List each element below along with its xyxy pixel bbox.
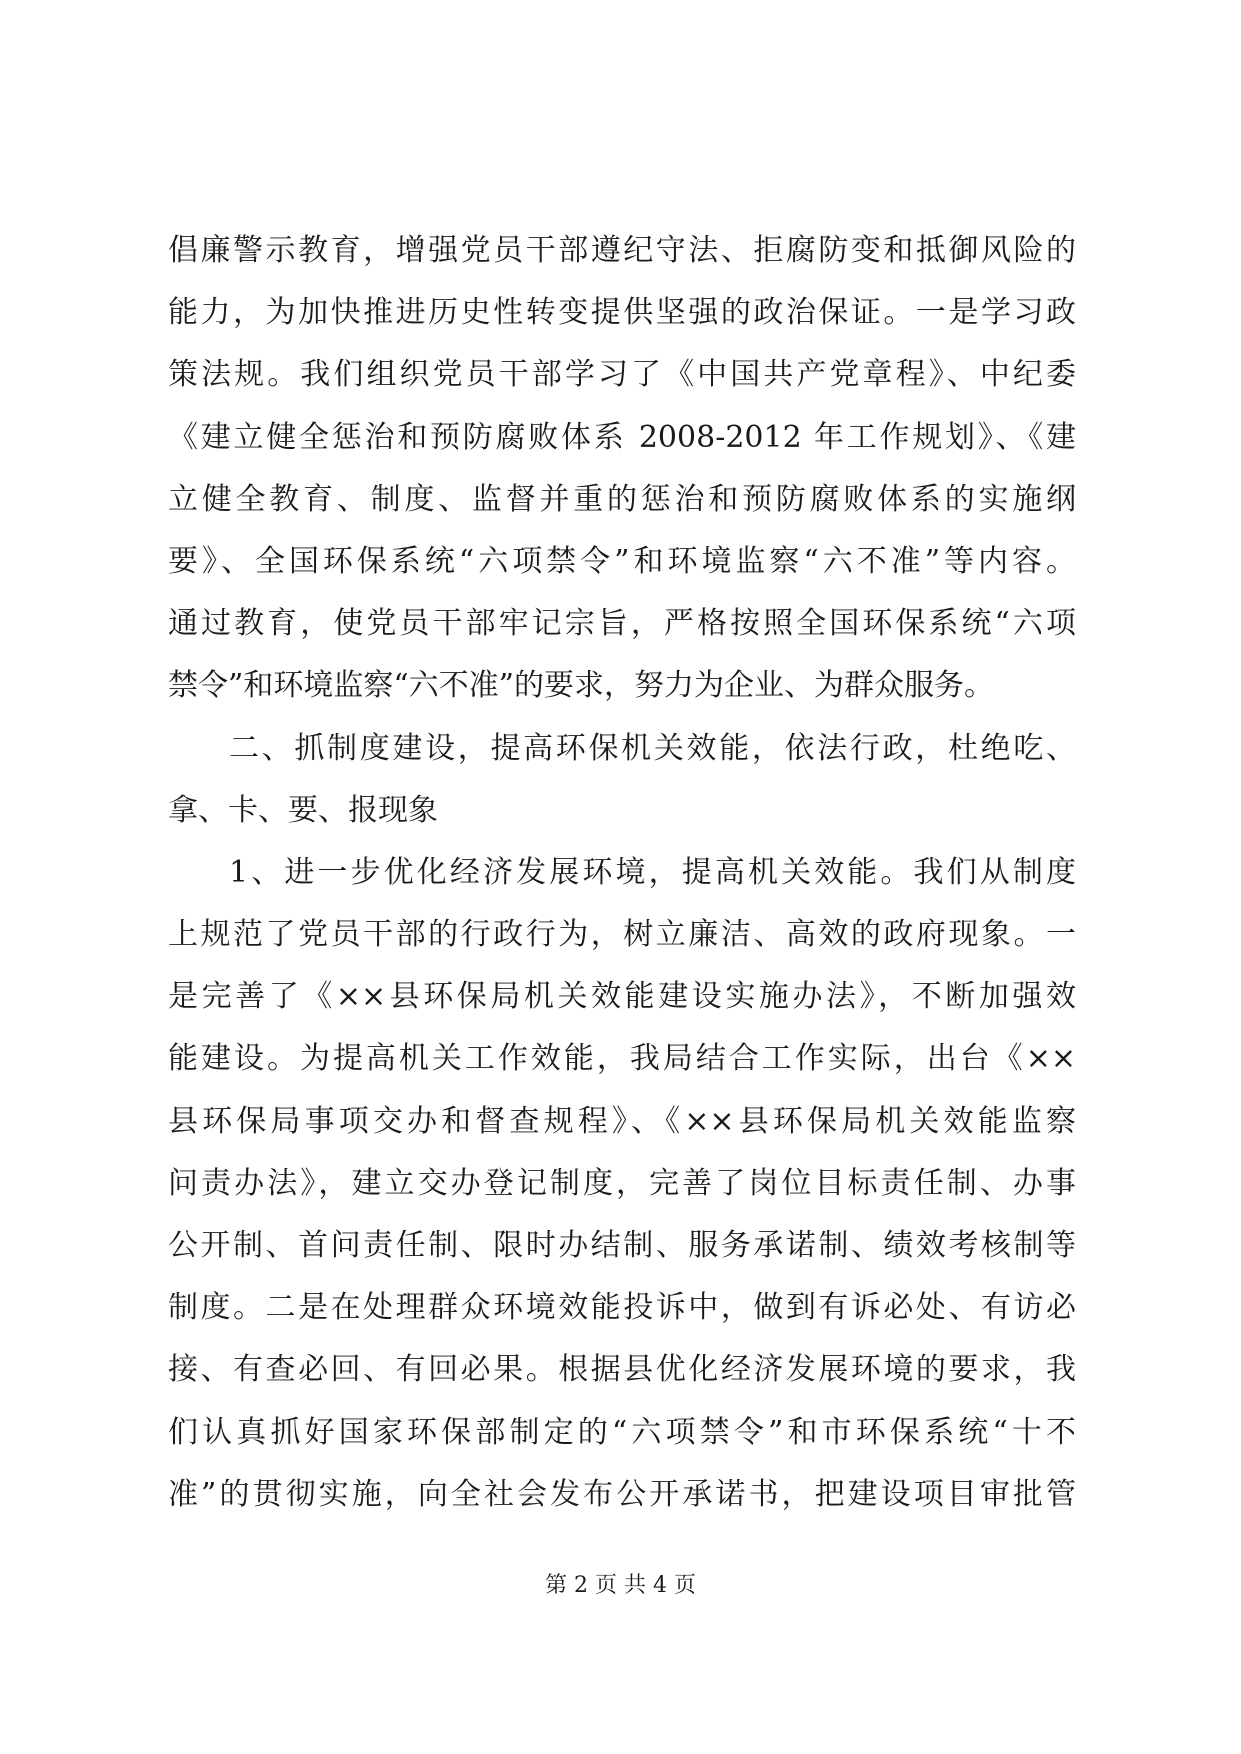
text-line: 能力，为加快推进历史性转变提供坚强的政治保证。一是学习政 — [168, 295, 1076, 331]
text-line: 接、有查必回、有回必果。根据县优化经济发展环境的要求，我 — [168, 1352, 1076, 1388]
text-line: 能建设。为提高机关工作效能，我局结合工作实际，出台《×× — [168, 1041, 1076, 1077]
text-line: 制度。二是在处理群众环境效能投诉中，做到有诉必处、有访必 — [168, 1290, 1076, 1326]
text-line: 上规范了党员干部的行政行为，树立廉洁、高效的政府现象。一 — [168, 917, 1076, 953]
section-heading-line: 拿、卡、要、报现象 — [168, 792, 438, 828]
text-line: 问责办法》，建立交办登记制度，完善了岗位目标责任制、办事 — [168, 1165, 1076, 1201]
page-number-footer: 第 2 页 共 4 页 — [545, 1573, 696, 1598]
text-line: 县环保局事项交办和督查规程》、《××县环保局机关效能监察 — [168, 1103, 1076, 1139]
text-line: 策法规。我们组织党员干部学习了《中国共产党章程》、中纪委 — [168, 357, 1076, 393]
text-line: 是完善了《××县环保局机关效能建设实施办法》，不断加强效 — [168, 979, 1076, 1015]
text-line: 倡廉警示教育，增强党员干部遵纪守法、拒腐防变和抵御风险的 — [168, 233, 1076, 268]
text-line: 要》、全国环保系统“六项禁令”和环境监察“六不准”等内容。 — [168, 543, 1076, 579]
text-line: 立健全教育、制度、监督并重的惩治和预防腐败体系的实施纲 — [168, 481, 1076, 517]
text-line: 准”的贯彻实施，向全社会发布公开承诺书，把建设项目审批管 — [168, 1476, 1076, 1512]
text-line: 通过教育，使党员干部牢记宗旨，严格按照全国环保系统“六项 — [168, 606, 1076, 642]
document-body — [168, 233, 1076, 1539]
text-line: 1、进一步优化经济发展环境，提高机关效能。我们从制度 — [229, 854, 1076, 890]
text-line: 《建立健全惩治和预防腐败体系 2008-2012 年工作规划》、《建 — [168, 419, 1076, 455]
section-heading-line: 二、抓制度建设，提高环保机关效能，依法行政，杜绝吃、 — [229, 730, 1076, 766]
text-line: 们认真抓好国家环保部制定的“六项禁令”和市环保系统“十不 — [168, 1414, 1076, 1450]
text-line: 禁令”和环境监察“六不准”的要求，努力为企业、为群众服务。 — [168, 668, 995, 704]
text-line: 公开制、首问责任制、限时办结制、服务承诺制、绩效考核制等 — [168, 1228, 1076, 1263]
